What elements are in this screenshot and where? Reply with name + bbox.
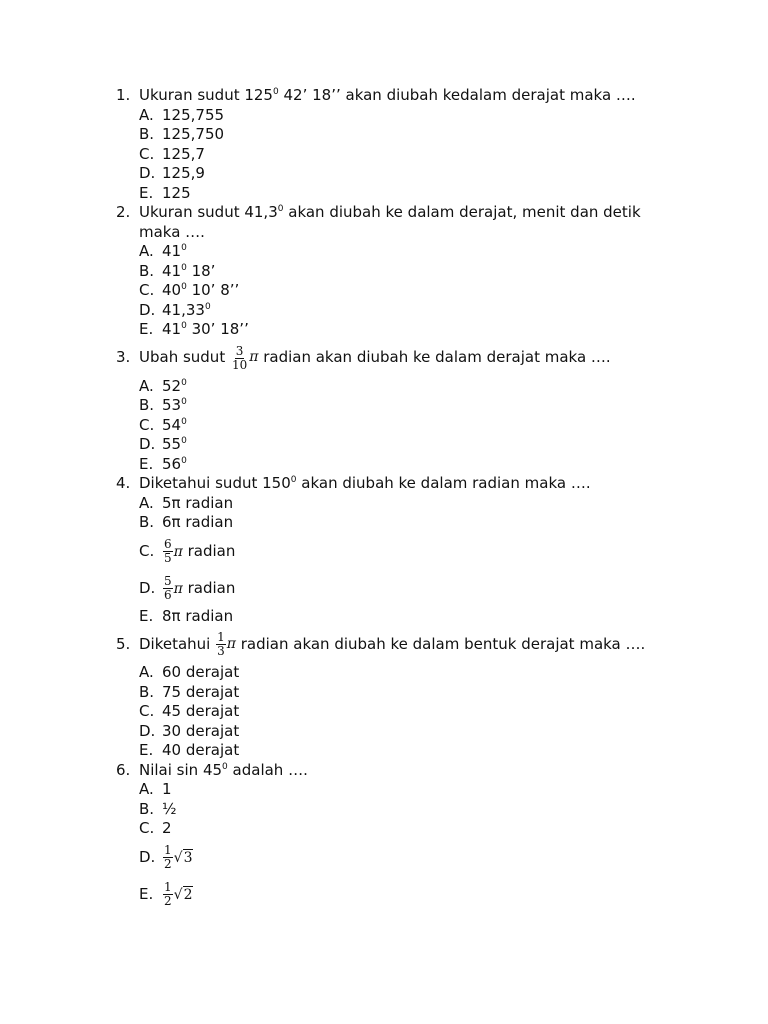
option-d <box>139 839 676 876</box>
question-text-part: Diketahui <box>139 634 216 653</box>
fraction-denominator: 5 <box>164 550 172 565</box>
option-text <box>162 455 187 475</box>
degree-superscript: 0 <box>181 416 187 427</box>
option-text <box>162 416 187 436</box>
question-1 <box>116 86 676 203</box>
option-b <box>139 513 676 533</box>
option-letter: E. <box>139 454 154 473</box>
question-text <box>139 340 676 377</box>
degree-superscript: 0 <box>204 301 211 312</box>
pi-symbol: π <box>249 349 259 366</box>
option-letter: E. <box>139 885 154 903</box>
option-text: 60 derajat <box>162 663 240 681</box>
option-text: 45 derajat <box>162 702 240 720</box>
option-text-part: 41 <box>162 261 182 280</box>
option-e <box>139 741 676 761</box>
degree-superscript: 0 <box>277 204 284 214</box>
option-letter: C. <box>139 542 155 560</box>
option-text: 5π radian <box>162 493 234 512</box>
option-a <box>139 242 676 262</box>
option-e <box>139 320 676 340</box>
fraction-denominator: 6 <box>164 587 172 602</box>
option-text-part: 41 <box>162 242 182 260</box>
option-text-part: radian <box>182 541 236 560</box>
question-text-part: 42’ 18’’ akan diubah kedalam derajat maka …. <box>278 86 636 104</box>
degree-superscript: 0 <box>272 87 279 97</box>
fraction <box>163 538 173 565</box>
option-letter: B. <box>139 261 155 280</box>
square-root <box>174 886 194 903</box>
degree-superscript: 0 <box>181 436 187 446</box>
option-text-part: 30’ 18’’ <box>186 320 249 338</box>
question-text-part: radian akan diubah ke dalam derajat maka …. <box>258 348 611 367</box>
option-c <box>139 145 676 165</box>
degree-superscript: 0 <box>181 377 187 388</box>
fraction <box>231 345 248 372</box>
option-d <box>139 301 676 321</box>
question-text <box>139 761 676 781</box>
option-text-part: 18’ <box>186 261 216 280</box>
fraction-denominator: 2 <box>164 856 172 871</box>
option-letter: D. <box>139 848 156 866</box>
option-text: 30 derajat <box>162 721 240 740</box>
option-letter: B. <box>139 682 155 701</box>
option-text: 1 <box>162 780 172 798</box>
option-b <box>139 262 676 282</box>
fraction-numerator: 1 <box>164 879 172 894</box>
question-text-part: Ukuran sudut 125 <box>139 86 273 104</box>
option-letter: A. <box>139 105 154 124</box>
option-b <box>139 683 676 703</box>
square-root <box>174 849 194 866</box>
option-letter: B. <box>139 513 155 531</box>
option-letter: D. <box>139 164 156 182</box>
option-text <box>162 281 239 301</box>
fraction-numerator: 6 <box>164 536 172 551</box>
question-text-part: Ubah sudut <box>139 348 230 367</box>
question-number: 6. <box>116 760 131 779</box>
fraction-denominator: 3 <box>217 644 225 658</box>
option-letter: D. <box>139 579 156 597</box>
option-letter: D. <box>139 435 156 453</box>
option-letter: B. <box>139 799 155 818</box>
option-letter: D. <box>139 721 156 740</box>
degree-superscript: 0 <box>181 397 187 407</box>
option-text <box>162 301 211 321</box>
option-b <box>139 396 676 416</box>
question-number: 1. <box>116 86 131 104</box>
fraction <box>163 575 173 602</box>
degree-superscript: 0 <box>181 321 187 331</box>
fraction-denominator: 10 <box>231 357 248 372</box>
question-6 <box>116 761 676 913</box>
option-letter: A. <box>139 780 154 798</box>
option-letter: E. <box>139 606 154 625</box>
option-c <box>139 819 676 839</box>
question-text <box>139 86 676 106</box>
option-b <box>139 125 676 145</box>
option-text: 2 <box>162 819 172 837</box>
option-a <box>139 494 676 514</box>
option-text-part: 54 <box>162 415 182 434</box>
question-text <box>139 203 676 242</box>
fraction <box>163 881 173 908</box>
option-text-part: radian <box>182 578 236 597</box>
option-text <box>162 396 187 416</box>
pi-symbol: π <box>173 580 183 597</box>
option-text <box>162 435 187 455</box>
option-a <box>139 377 676 397</box>
option-e <box>139 184 676 204</box>
question-text-part: akan diubah ke dalam derajat, menit dan detik maka …. <box>139 203 641 241</box>
option-text: 8π radian <box>162 606 234 625</box>
radicand: 3 <box>183 849 193 866</box>
question-text <box>139 626 676 663</box>
option-e <box>139 607 676 627</box>
option-e <box>139 876 676 913</box>
option-c <box>139 416 676 436</box>
option-c <box>139 702 676 722</box>
question-text-part: Nilai sin 45 <box>139 760 223 779</box>
question-5 <box>116 626 676 761</box>
option-letter: A. <box>139 242 154 260</box>
option-letter: A. <box>139 663 154 681</box>
question-text-part: akan diubah ke dalam radian maka …. <box>296 474 591 492</box>
fraction-denominator: 2 <box>164 893 172 908</box>
pi-symbol: π <box>226 635 236 652</box>
option-letter: E. <box>139 741 154 759</box>
option-text-part: 40 <box>162 281 182 299</box>
option-letter: C. <box>139 144 155 163</box>
option-a <box>139 663 676 683</box>
option-text <box>162 377 187 397</box>
question-number: 5. <box>116 634 131 653</box>
option-d <box>139 164 676 184</box>
option-text: 125,755 <box>162 105 225 124</box>
option-letter: C. <box>139 702 155 720</box>
question-2 <box>116 203 676 340</box>
option-text: 6π radian <box>162 513 234 531</box>
option-c <box>139 281 676 301</box>
option-text <box>162 242 187 262</box>
option-d <box>139 570 676 607</box>
degree-superscript: 0 <box>181 455 187 466</box>
option-text: 125,7 <box>162 144 205 163</box>
option-text: 125 <box>162 183 191 202</box>
option-d <box>139 435 676 455</box>
question-4 <box>116 474 676 626</box>
option-letter: B. <box>139 125 155 143</box>
option-text <box>162 844 193 871</box>
question-text-part: adalah …. <box>227 760 308 779</box>
question-number: 2. <box>116 203 131 221</box>
pi-symbol: π <box>173 543 183 560</box>
degree-superscript: 0 <box>181 282 187 292</box>
radicand: 2 <box>183 886 193 903</box>
question-text-part: radian akan diubah ke dalam bentuk derajat maka …. <box>235 634 646 653</box>
option-text: 75 derajat <box>162 682 240 701</box>
option-text: 125,9 <box>162 164 205 182</box>
option-a <box>139 106 676 126</box>
option-text-part: 41,33 <box>162 300 205 319</box>
option-letter: C. <box>139 281 155 299</box>
question-3 <box>116 340 676 475</box>
option-text-part: 53 <box>162 396 182 414</box>
degree-superscript: 0 <box>290 475 297 485</box>
root-sign: √ <box>173 886 183 903</box>
degree-superscript: 0 <box>222 761 228 772</box>
option-text <box>162 262 215 282</box>
fraction-numerator: 5 <box>164 573 172 588</box>
option-text <box>162 881 193 908</box>
option-letter: E. <box>139 320 154 338</box>
option-letter: D. <box>139 300 156 319</box>
option-text: ½ <box>162 799 177 818</box>
option-d <box>139 722 676 742</box>
option-letter: A. <box>139 493 154 512</box>
option-letter: E. <box>139 183 154 202</box>
option-text <box>162 538 235 565</box>
option-letter: B. <box>139 396 155 414</box>
option-text-part: 55 <box>162 435 182 453</box>
question-text <box>139 474 676 494</box>
option-text-part: 56 <box>162 454 182 473</box>
fraction-numerator: 1 <box>164 842 172 857</box>
option-letter: A. <box>139 376 154 395</box>
degree-superscript: 0 <box>181 243 187 253</box>
option-b <box>139 800 676 820</box>
fraction <box>163 844 173 871</box>
question-text-part: Ukuran sudut 41,3 <box>139 203 278 221</box>
fraction-numerator: 1 <box>217 630 225 644</box>
option-text: 40 derajat <box>162 741 240 759</box>
option-text-part: 52 <box>162 376 182 395</box>
option-a <box>139 780 676 800</box>
option-e <box>139 455 676 475</box>
question-list <box>116 86 676 913</box>
degree-superscript: 0 <box>181 262 187 273</box>
option-text-part: 10’ 8’’ <box>186 281 240 299</box>
question-text-part: Diketahui sudut 150 <box>139 474 291 492</box>
question-number: 3. <box>116 348 131 367</box>
option-text-part: 41 <box>162 320 182 338</box>
option-text <box>162 320 249 340</box>
question-number: 4. <box>116 474 131 492</box>
option-c <box>139 533 676 570</box>
option-text <box>162 575 235 602</box>
option-text: 125,750 <box>162 125 225 143</box>
fraction-numerator: 3 <box>235 343 244 358</box>
fraction <box>216 631 226 658</box>
option-letter: C. <box>139 415 155 434</box>
option-letter: C. <box>139 819 155 837</box>
root-sign: √ <box>173 849 183 866</box>
